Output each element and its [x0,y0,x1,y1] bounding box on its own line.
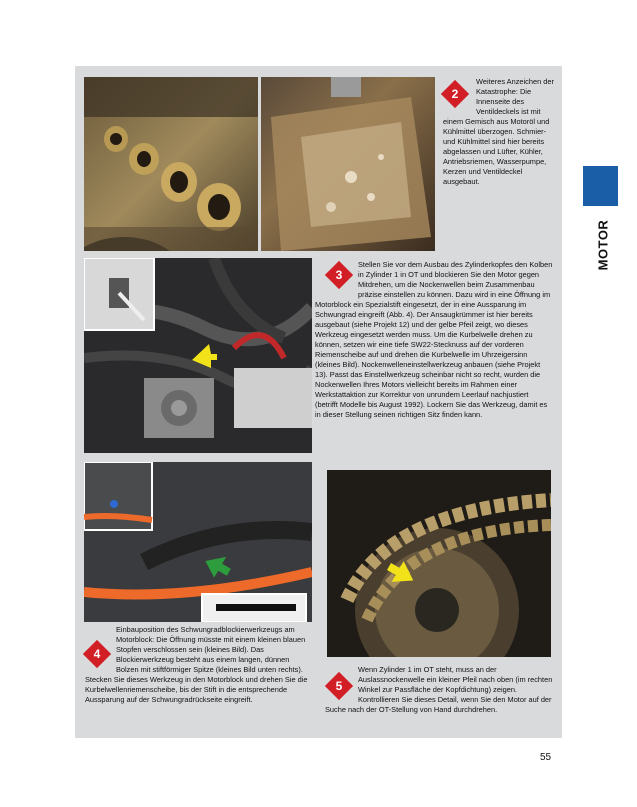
step-number: 5 [335,679,343,693]
step-text-2: Weiteres Anzeichen der Katastrophe: Die Innenseite des Ventildeckels ist mit einem Gemisch aus Motoröl und Kühlmittel überzogen. Schmier- und Kühlmittel sind hier bereits abgelassen und Lüfter, Kühler, Antriebsriemen, Wasserpumpe, Kerzen und Ventildeckel ausgebaut. [443,77,554,186]
page-number: 55 [540,752,552,763]
step-text-3: Stellen Sie vor dem Ausbau des Zylinderkopfes den Kolben in Zylinder 1 in OT und blockieren Sie den Motor gegen Mitdrehen, um die Nockenwellen beim Zusammenbau präzise einstellen zu können. Dazu wird in eine Öffnung im Motorblock ein Spezialstift eingesetzt, der in eine Aussparung im Schwungrad eingreift (Abb. 4). Der Ansaugkrümmer ist hier bereits ausgebaut (siehe Projekt 12) und der gelbe Pfeil zeigt, wo dieses Werkzeug eingesetzt werden muss. Um die Kurbelwelle drehen zu können, setzen wir eine tiefe SW22-Stecknuss auf der vorderen Riemenscheibe auf und drehen die Kurbelwelle im Uhrzeigersinn (kleines Bild). Nockenwelleneinstellwerkzeug anbauen (siehe Projekt 13). Passt das Einstellwerkzeug scheinbar nicht so recht, wurden die Nockenwellen Ihres Motors vielleicht bereits im Rahmen einer Werkstattaktion zur Korrektur von unrundem Leerlauf nachjustiert (betrifft Modelle bis August 1992). Lockern Sie das Werkzeug, damit es in dieser Stellung seinen richtigen Sitz finden kann. [315,260,553,419]
step-number: 3 [335,268,343,282]
section-tab-label: MOTOR [595,219,611,271]
section-tab-color [583,166,618,206]
photo-valve-cover [261,77,435,251]
photo-flywheel-lock [84,462,312,622]
step-text-4: Einbauposition des Schwungradblockierwerkzeugs am Motorblock: Die Öffnung müsste mit einem kleinen blauen Stopfen verschlossen sein (kleines Bild). Das Blockierwerkzeug besteht aus einem langen, dünnen Bolzen mit stiftförmiger Spitze (kleines Bild unten rechts). Stecken Sie dieses Werkzeug in den Motorblock und drehen Sie die Kurbelwellenriemenscheibe, bis der Stift in die entsprechende Aussparung auf der Schwungradrückseite eingreift. [85,625,308,704]
step-number: 4 [93,647,101,661]
photo-cylinder-head [84,77,258,251]
photo-timing-chain [327,470,551,657]
photo-engine-bay [84,258,312,453]
step-number: 2 [451,87,459,101]
step-text-5: Wenn Zylinder 1 im OT steht, muss an der Auslassnockenwelle ein kleiner Pfeil nach oben (im rechten Winkel zur Passfläche der Kopfdichtung) zeigen. Kontrollieren Sie dieses Detail, wenn Sie den Motor auf der Suche nach der OT-Stellung von Hand durchdrehen. [325,665,553,714]
